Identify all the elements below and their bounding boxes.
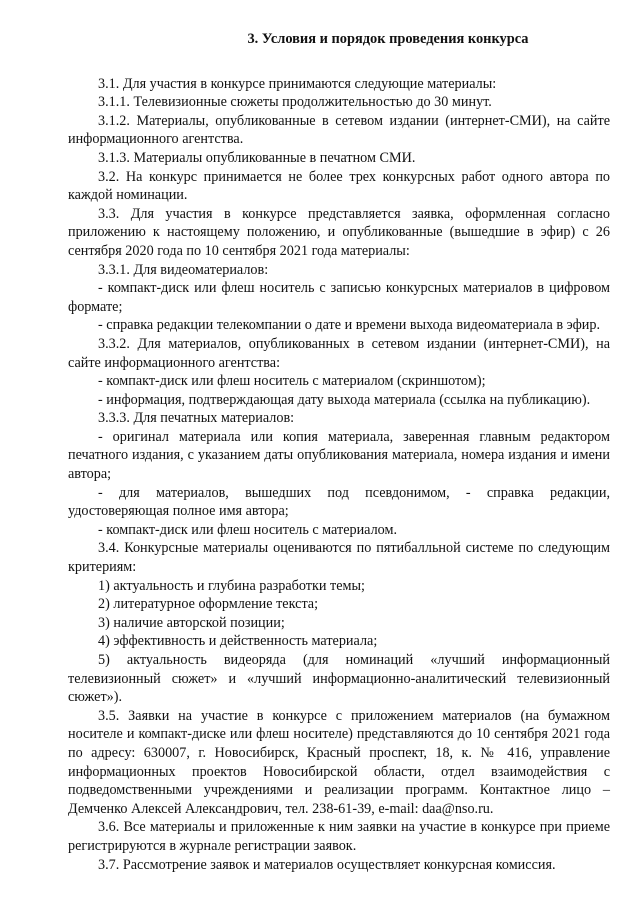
paragraph-3-2: 3.2. На конкурс принимается не более трех конкурсных работ одного автора по каждой номинации. [68, 168, 610, 204]
paragraph-3-3: 3.3. Для участия в конкурсе представляется заявка, оформленная согласно приложению к настоящему положению, и опубликованные (вышедшие в эфир) с 26 сентября 2020 года по 10 сентября 2021 года материалы: [68, 205, 610, 259]
criterion-5: 5) актуальность видеоряда (для номинаций «лучший информационный телевизионный сюжет» и «лучший информационно-аналитический телевизионный сюжет»). [68, 652, 610, 706]
paragraph-3-3-2: 3.3.2. Для материалов, опубликованных в сетевом издании (интернет-СМИ), на сайте информационного агентства: [68, 335, 610, 371]
list-item-web-link: - информация, подтверждающая дату выхода материала (ссылка на публикацию). [98, 391, 591, 408]
paragraph-3-3-1: 3.3.1. Для видеоматериалов: [98, 261, 269, 278]
criterion-4: 4) эффективность и действенность материала; [98, 633, 378, 650]
list-item-print-original: - оригинал материала или копия материала, заверенная главным редактором печатного издания, с указанием даты опубликования материала, номера издания и имени автора; [68, 428, 610, 483]
paragraph-3-1-2: 3.1.2. Материалы, опубликованные в сетевом издании (интернет-СМИ), на сайте информационного агентства. [68, 112, 610, 148]
criterion-2: 2) литературное оформление текста; [98, 596, 319, 613]
paragraph-3-6: 3.6. Все материалы и приложенные к ним заявки на участие в конкурсе при приеме регистрируются в журнале регистрации заявок. [68, 819, 610, 854]
paragraph-3-4: 3.4. Конкурсные материалы оцениваются по пятибалльной системе по следующим критериям: [68, 540, 610, 576]
paragraph-3-5: 3.5. Заявки на участие в конкурсе с приложением материалов (на бумажном носителе и компакт-диске или флеш носителе) представляются до 10 сентября 2021 года по адресу: 630007, г. Новосибирск, Красный проспект, 18, к. № 416, управление информационных проектов Новосибирской области, отдел взаимодействия с подведомственными учреждениями и реализации программ. Контактное лицо – Демченко Алексей Александрович, тел. 238-61-39, e-mail: daa@nso.ru. [68, 707, 610, 817]
criterion-1: 1) актуальность и глубина разработки темы; [98, 577, 365, 594]
paragraph-3-1-3: 3.1.3. Материалы опубликованные в печатном СМИ. [98, 149, 416, 166]
paragraph-3-7: 3.7. Рассмотрение заявок и материалов осуществляет конкурсная комиссия. [98, 856, 556, 873]
list-item-video-disk: - компакт-диск или флеш носитель с записью конкурсных материалов в цифровом формате; [68, 280, 610, 315]
criterion-3: 3) наличие авторской позиции; [98, 614, 285, 631]
list-item-print-pseudonym: - для материалов, вышедших под псевдонимом, - справка редакции, удостоверяющая полное имя автора; [68, 484, 610, 520]
paragraph-3-1: 3.1. Для участия в конкурсе принимаются следующие материалы: [98, 75, 497, 92]
section-heading: 3. Условия и порядок проведения конкурса [247, 31, 529, 47]
list-item-web-disk: - компакт-диск или флеш носитель с материалом (скриншотом); [98, 373, 486, 390]
list-item-print-disk: - компакт-диск или флеш носитель с материалом. [98, 521, 398, 538]
list-item-video-reference: - справка редакции телекомпании о дате и времени выхода видеоматериала в эфир. [98, 317, 601, 334]
document-page [68, 30, 610, 874]
paragraph-3-3-3: 3.3.3. Для печатных материалов: [98, 410, 295, 427]
paragraph-3-1-1: 3.1.1. Телевизионные сюжеты продолжительностью до 30 минут. [98, 94, 492, 111]
